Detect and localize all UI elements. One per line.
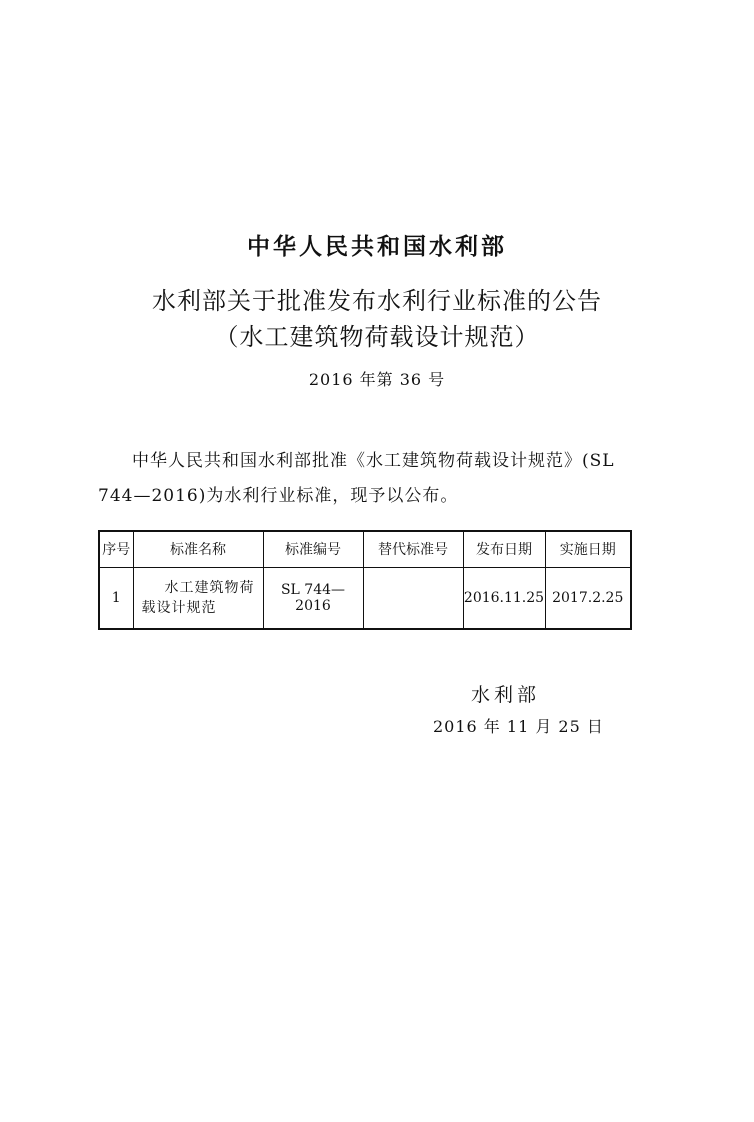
table-row <box>99 567 631 629</box>
ministry-heading: 中华人民共和国水利部 <box>247 233 507 260</box>
issuer-signature: 水利部 <box>471 684 541 706</box>
cell-replaces <box>363 567 463 629</box>
cell-name <box>133 567 263 629</box>
header-replaces: 替代标准号 <box>363 531 463 567</box>
standards-table <box>98 530 632 630</box>
header-code: 标准编号 <box>263 531 363 567</box>
cell-code: SL 744—2016 <box>263 567 363 629</box>
announcement-paragraph: 中华人民共和国水利部批准《水工建筑物荷载设计规范》(SL 744—2016)为水利行业标准，现予以公布。 <box>98 451 615 506</box>
header-publish-date: 发布日期 <box>463 531 545 567</box>
header-seq: 序号 <box>99 531 133 567</box>
header-name: 标准名称 <box>133 531 263 567</box>
cell-name-line2: 载设计规范 <box>141 599 217 616</box>
table-header-row <box>99 531 631 567</box>
cell-publish-date: 2016.11.25 <box>463 567 545 629</box>
cell-seq: 1 <box>99 567 133 629</box>
document-number: 2016 年第 36 号 <box>308 370 446 389</box>
announcement-title: 水利部关于批准发布水利行业标准的公告 <box>152 287 602 315</box>
header-effective-date: 实施日期 <box>545 531 631 567</box>
announcement-subtitle: （水工建筑物荷载设计规范） <box>214 323 540 351</box>
cell-effective-date: 2017.2.25 <box>545 567 631 629</box>
issue-date: 2016 年 11 月 25 日 <box>433 717 604 736</box>
cell-name-line1: 水工建筑物荷 <box>164 579 255 596</box>
